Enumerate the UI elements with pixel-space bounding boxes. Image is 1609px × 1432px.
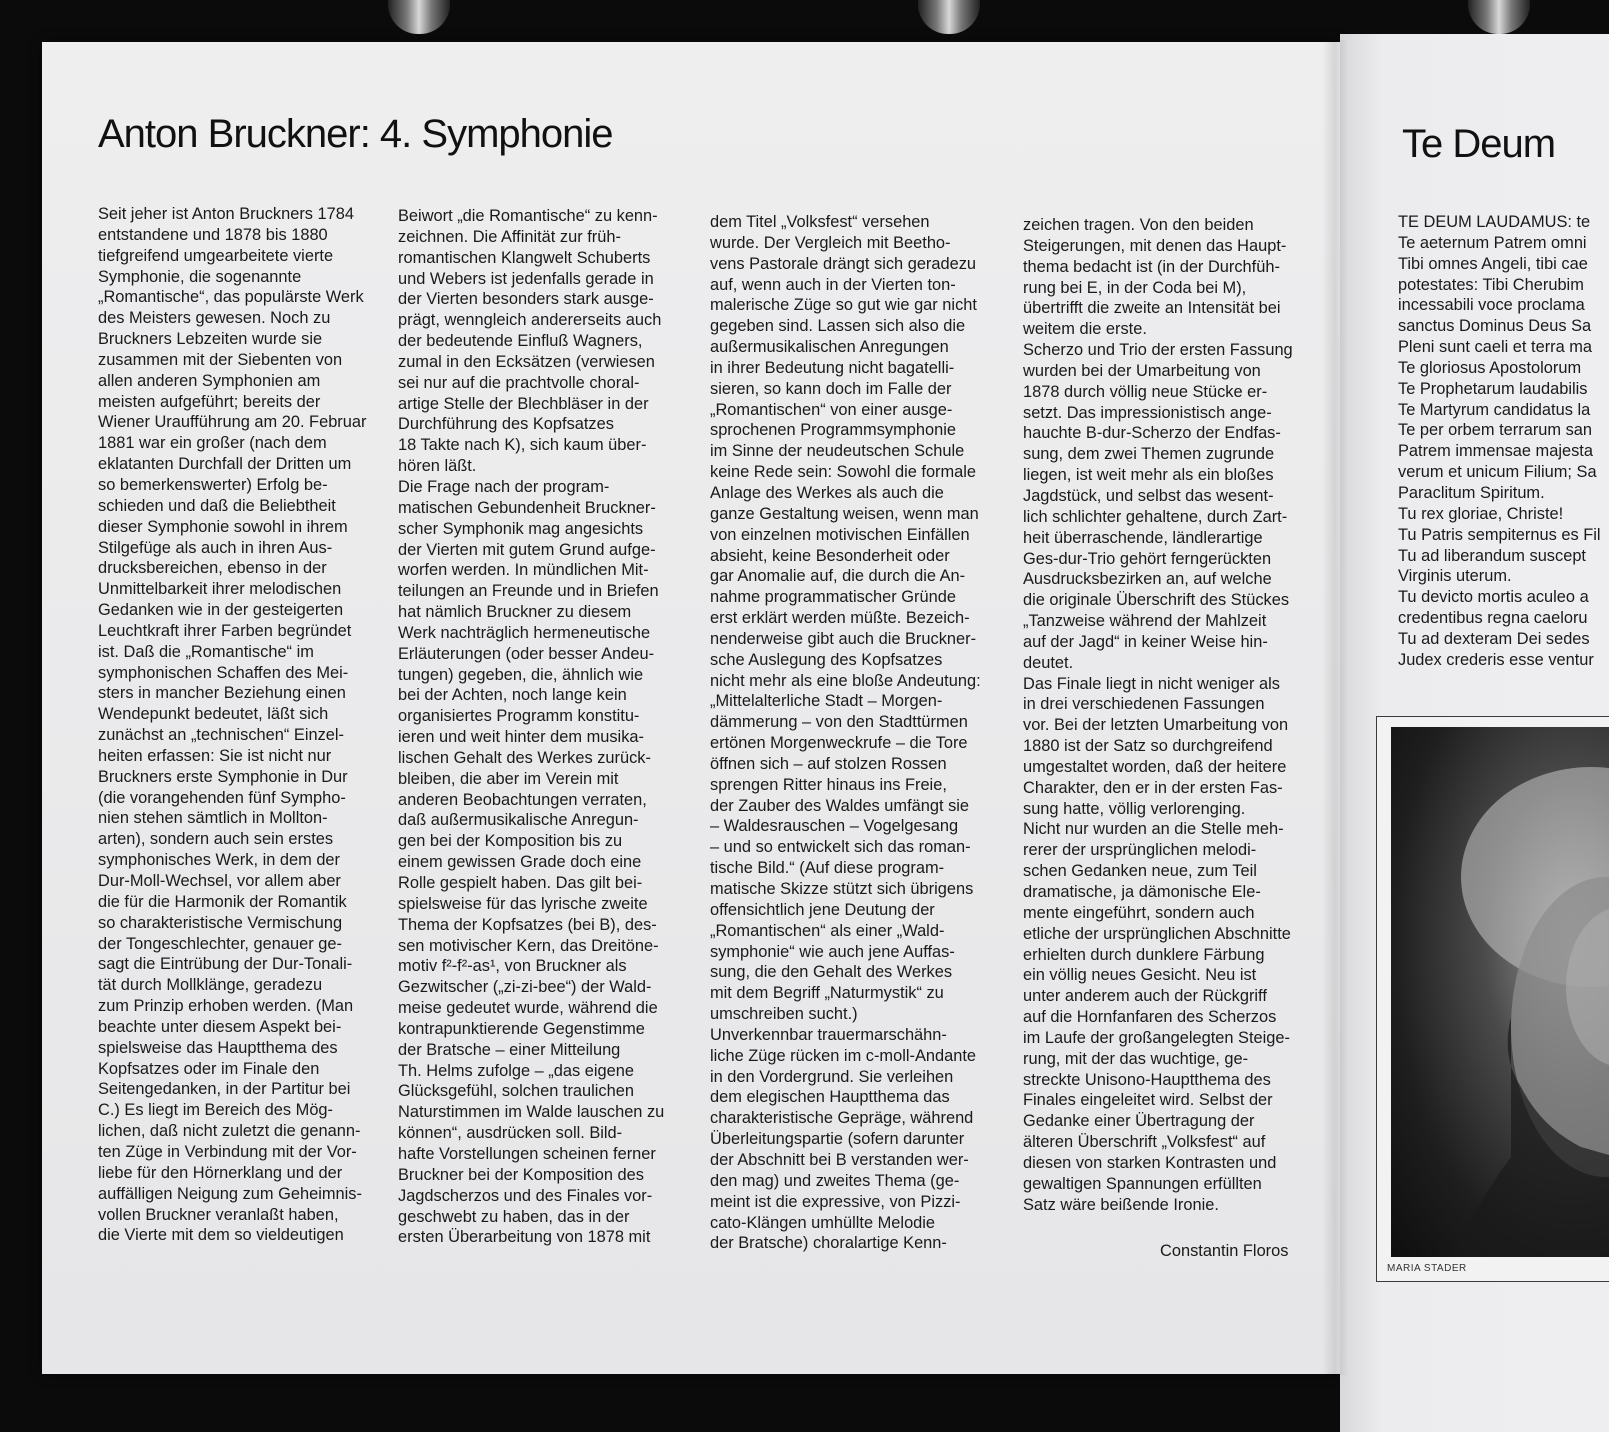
text-column-3: dem Titel „Volksfest“ versehen wurde. Der Vergleich mit Beetho- vens Pastorale drängt sich geradezu auf, wenn auch in der Vierten ton- malerische Züge so gut wie gar nicht gegeben sind. Lassen sich also die außermusikalischen Anregungen in ihrer Bedeutung nicht bagatelli- sieren, so kann doch im Falle der „Romantischen“ von einer ausge- sprochenen Programmsymphonie im Sinne der neudeutschen Schule keine Rede sein: Sowohl die formale Anlage des Werkes als auch die ganze Gestaltung weisen, wenn man von einzelnen motivischen Einfällen absieht, keine Besonderheit oder gar Anomalie auf, die durch die An- nahme programmatischer Gründe erst erklärt werden müßte. Bezeich- nenderweise gibt auch die Bruckner- sche Auslegung des Kopfsatzes nicht mehr als eine bloße Andeutung: „Mittelalterliche Stadt – Morgen- dämmerung – von den Stadttürmen ertönen Morgenweckrufe – die Tore öffnen sich – auf stolzen Rossen sprengen Ritter hinaus ins Freie, der Zauber des Waldes umfängt sie – Waldesrauschen – Vogelgesang – und so entwickelt sich das roman- tische Bild.“ (Auf diese program- matische Skizze stützt sich übrigens offensichtlich jene Deutung der „Romantischen“ als einer „Wald- symphonie“ wie auch jene Auffas- sung, die den Gehalt des Werkes mit dem Begriff „Naturmystik“ zu umschreiben sucht.) Unverkennbar trauermarschähn- liche Züge rücken im c-moll-Andante in den Vordergrund. Sie verleihen dem elegischen Hauptthema das charakteristische Gepräge, während Überleitungspartie (sofern darunter der Abschnitt bei B verstanden wer- den mag) und zweites Thema (ge- meint ist die expressive, von Pizzi- cato-Klängen umhüllte Melodie der Bratsche) choralartige Kenn-: [710, 213, 981, 1253]
text-column-1: Seit jeher ist Anton Bruckners 1784 entstandene und 1878 bis 1880 tiefgreifend umgearbeitete vierte Symphonie, die sogenannte „Romantische“, das populärste Werk des Meisters gewesen. Noch zu Bruckners Lebzeiten wurde sie zusammen mit der Siebenten von allen anderen Symphonien am meisten aufgeführt; bereits der Wiener Uraufführung am 20. Februar 1881 war ein großer (nach dem eklatanten Durchfall der Dritten um so bemerkenswerter) Erfolg be- schieden und daß die Beliebtheit dieser Symphonie sowohl in ihrem Stilgefüge als auch in ihren Aus- drucksbereichen, ebenso in der Unmittelbarkeit ihrer melodischen Gedanken wie in der gesteigerten Leuchtkraft ihrer Farben begründet ist. Daß die „Romantische“ im symphonischen Schaffen des Mei- sters in mancher Beziehung einen Wendepunkt bedeutet, läßt sich zunächst an „technischen“ Einzel- heiten erfassen: Sie ist nicht nur Bruckners erste Symphonie in Dur (die vorangehenden fünf Sympho- nien stehen sämtlich in Mollton- arten), sondern auch sein erstes symphonisches Werk, in dem der Dur-Moll-Wechsel, vor allem aber die für die Harmonik der Romantik so charakteristische Vermischung der Tongeschlechter, genauer ge- sagt die Eintrübung der Dur-Tonali- tät durch Mollklänge, geradezu zum Prinzip erhoben werden. (Man beachte unter diesem Aspekt bei- spielsweise das Hauptthema des Kopfsatzes oder im Finale den Seitengedanken, in der Partitur bei C.) Es liegt im Bereich des Mög- lichen, daß nicht zuletzt die genann- ten Züge in Verbindung mit der Vor- liebe für den Hörnerklang und der auffälligen Neigung zum Geheimnis- vollen Bruckner veranlaßt haben, die Vierte mit dem so vieldeutigen: [98, 205, 367, 1245]
author-credit: Constantin Floros: [1160, 1242, 1289, 1260]
binder-knob: [388, 0, 450, 34]
binder-knob: [1468, 0, 1530, 34]
text-column-2: Beiwort „die Romantische“ zu kenn- zeichnen. Die Affinität zur früh- romantischen Klangwelt Schuberts und Webers ist jedenfalls gerade in der Vierten besonders stark ausge- prägt, wenngleich andererseits auch der bedeutende Einfluß Wagners, zumal in den Ecksätzen (verwiesen sei nur auf die prachtvolle choral- artige Stelle der Blechbläser in der Durchführung des Kopfsatzes 18 Takte nach K), sich kaum über- hören läßt. Die Frage nach der program- matischen Gebundenheit Bruckner- scher Symphonik mag angesichts der Vierten mit gutem Grund aufge- worfen werden. In mündlichen Mit- teilungen an Freunde und in Briefen hat nämlich Bruckner zu diesem Werk nachträglich hermeneutische Erläuterungen (oder besser Andeu- tungen) gegeben, die, ähnlich wie bei der Achten, noch lange kein organisiertes Programm konstitu- ieren und weit hinter dem musika- lischen Gehalt des Werkes zurück- bleiben, die aber im Verein mit anderen Beobachtungen verraten, daß außermusikalische Anregun- gen bei der Komposition bis zu einem gewissen Grade doch eine Rolle gespielt haben. Das gilt bei- spielsweise für das lyrische zweite Thema der Kopfsatzes (bei B), des- sen motivischer Kern, das Dreitöne- motiv f²-f²-as¹, von Bruckner als Gezwitscher („zi-zi-bee“) der Wald- meise gedeutet wurde, während die kontrapunktierende Gegenstimme der Bratsche – einer Mitteilung Th. Helms zufolge – „das eigene Glücksgefühl, solchen traulichen Naturstimmen im Walde lauschen zu können“, ausdrücken soll. Bild- hafte Vorstellungen scheinen ferner Bruckner bei der Komposition des Jagdscherzos und des Finales vor- geschwebt zu haben, das in der ersten Überarbeitung von 1878 mit: [398, 207, 665, 1247]
page-fold: [1322, 40, 1348, 1375]
portrait-photo: [1391, 727, 1609, 1257]
portrait-frame: [1376, 716, 1609, 1282]
page-title-te-deum: Te Deum: [1402, 122, 1556, 166]
text-column-4: zeichen tragen. Von den beiden Steigerungen, mit denen das Haupt- thema bedacht ist (in der Durchfüh- rung bei E, in der Coda bei M), übertrifft die zweite an Intensität bei weitem die erste. Scherzo und Trio der ersten Fassung wurden bei der Umarbeitung von 1878 durch völlig neue Stücke er- setzt. Das impressionistisch ange- hauchte B-dur-Scherzo der Endfas- sung, dem zwei Themen zugrunde liegen, ist weit mehr als ein bloßes Jagdstück, und selbst das wesent- lich schlichter gehaltene, durch Zart- heit überraschende, ländlerartige Ges-dur-Trio gehört ferngerückten Ausdrucksbezirken an, auf welche die originale Überschrift des Stückes „Tanzweise während der Mahlzeit auf der Jagd“ in keiner Weise hin- deutet. Das Finale liegt in nicht weniger als in drei verschiedenen Fassungen vor. Bei der letzten Umarbeitung von 1880 ist der Satz so durchgreifend umgestaltet worden, daß der heitere Charakter, den er in der ersten Fas- sung hatte, völlig verlorenging. Nicht nur wurden an die Stelle meh- rerer der ursprünglichen melodi- schen Gedanken neue, zum Teil dramatische, ja dämonische Ele- mente eingeführt, sondern auch etliche der ursprünglichen Abschnitte erhielten durch dunklere Färbung ein völlig neues Gesicht. Neu ist unter anderem auch der Rückgriff auf die Hornfanfaren des Scherzos im Laufe der großangelegten Steige- rung, mit der das wuchtige, ge- streckte Unisono-Hauptthema des Finales eingeleitet wird. Selbst der Gedanke einer Übertragung der älteren Überschrift „Volksfest“ auf diesen von starken Kontrasten und gewaltigen Spannungen erfüllten Satz wäre beißende Ironie.: [1023, 216, 1293, 1214]
latin-text: TE DEUM LAUDAMUS: te Te aeternum Patrem omni Tibi omnes Angeli, tibi cae potestates: Tibi Cherubim incessabili voce proclama sanctus Dominus Deus Sa Pleni sunt caeli et terra ma Te gloriosus Apostolorum Te Prophetarum laudabilis Te Martyrum candidatus la Te per orbem terrarum san Patrem immensae majesta verum et unicum Filium; Sa Paraclitum Spiritum. Tu rex gloriae, Christe! Tu Patris sempiternus es Fil Tu ad liberandum suscept Virginis uterum. Tu devicto mortis aculeo a credentibus regna caeloru Tu ad dexteram Dei sedes Judex crederis esse ventur: [1398, 213, 1601, 669]
binder-knob: [918, 0, 980, 34]
portrait-silhouette: [1391, 727, 1609, 1257]
photo-caption: MARIA STADER: [1387, 1263, 1467, 1274]
page-title-bruckner: Anton Bruckner: 4. Symphonie: [98, 112, 613, 156]
